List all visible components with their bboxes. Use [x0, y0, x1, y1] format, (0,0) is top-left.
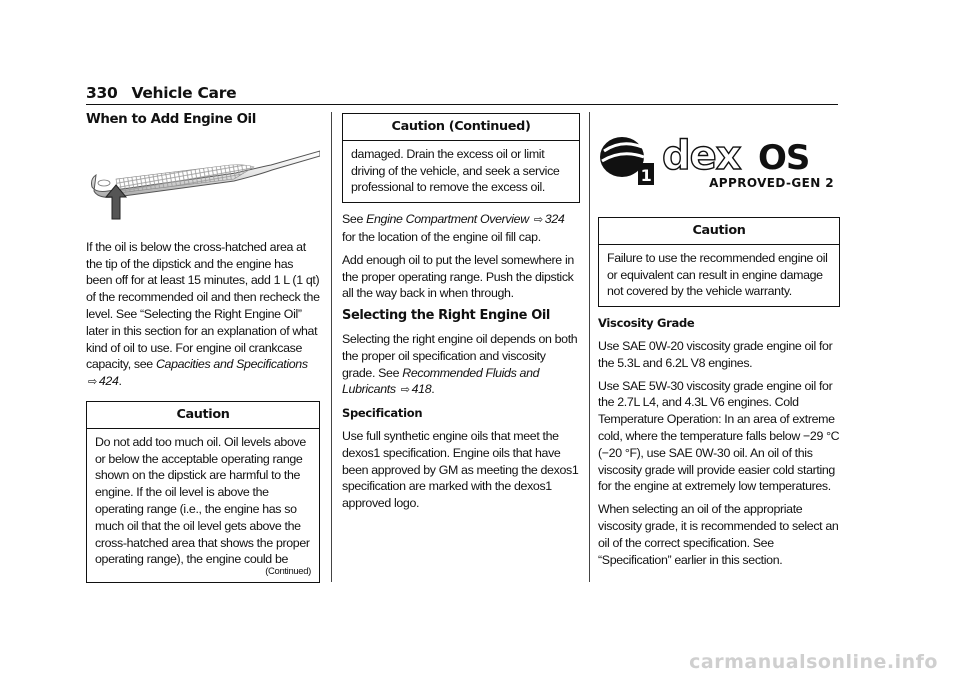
viscosity-selection-paragraph: When selecting an oil of the appropriate viscosity grade, it is recommended to select an oil of the correct specification. See “Specification” earlier in this section.	[598, 502, 839, 567]
ref-fluids-link[interactable]: Recommended Fluids and Lubricants	[342, 365, 540, 397]
caution-box	[86, 401, 320, 583]
ref-page-number[interactable]: 324	[544, 212, 565, 227]
add-oil-paragraph: Add enough oil to put the level somewhere in the proper operating range. Push the dipstick all the way back in when through.	[342, 252, 574, 301]
ref-capacities-link[interactable]: Capacities and Specifications	[155, 357, 308, 372]
column-left	[86, 112, 320, 589]
page-number: 330	[86, 84, 118, 102]
ref-page-number[interactable]: 418	[411, 382, 432, 397]
viscosity-5w30-paragraph: Use SAE 5W-30 viscosity grade engine oil for the 2.7L L4, and 4.3L V6 engines. Cold Temperature Operation: In an area of extreme cold, where the temperature falls below −29 °C (−20 °F), use SAE 0W-30 oil. An oil of this viscosity grade will provide easier cold starting for the engine at extremely low temperatures.	[598, 378, 840, 494]
page-header	[86, 84, 236, 104]
oil-level-paragraph: If the oil is below the cross-hatched area at the tip of the dipstick and the engine has been off for at least 15 minutes, add 1 L (1 qt) of the recommended oil and then recheck the level. See “Selecting the Right Engine Oil” later in this section for an explanation of what kind of oil to use. For engine oil crankcase capacity, see Capacities and Specifications ⇨ 424.	[86, 239, 320, 389]
watermark: carmanualsonline.info	[689, 651, 938, 673]
ref-page-number[interactable]: 424	[98, 374, 119, 389]
caution-box	[598, 217, 840, 307]
page-ref-arrow-icon: ⇨	[533, 214, 543, 227]
specification-heading: Specification	[342, 406, 423, 421]
caution-title: Caution	[87, 402, 319, 429]
continued-label: (Continued)	[265, 566, 311, 578]
column-divider	[589, 112, 590, 582]
header-rule	[86, 104, 838, 105]
dexos-wordmark: dex	[662, 133, 741, 179]
caution-title: Caution	[599, 218, 839, 245]
dexos-approved-tag: APPROVED-GEN 2	[709, 176, 834, 190]
dipstick-illustration	[86, 137, 320, 231]
column-middle	[342, 113, 580, 518]
caution-text: Failure to use the recommended engine oil or equivalent can result in engine damage not covered by the vehicle warranty.	[607, 250, 828, 299]
column-divider	[331, 112, 332, 582]
dexos-number: 1	[640, 166, 652, 185]
section-title: Vehicle Care	[131, 84, 237, 102]
caution-text: Do not add too much oil. Oil levels above or below the acceptable operating range shown on the dipstick are harmful to the engine. If the oil level is above the operating range (i.e., the engine has so much oil that the oil level gets above the cross-hatched area that shows the proper operating range), the engine could be	[95, 434, 310, 567]
dexos-logo	[598, 129, 838, 193]
caution-continued-box	[342, 113, 580, 203]
fill-cap-paragraph: See Engine Compartment Overview ⇨ 324 for the location of the engine oil fill cap.	[342, 212, 565, 244]
viscosity-v8-paragraph: Use SAE 0W-20 viscosity grade engine oil for the 5.3L and 6.2L V8 engines.	[598, 338, 833, 370]
specification-paragraph: Use full synthetic engine oils that meet the dexos1 specification. Engine oils that have been approved by GM as meeting the dexos1 specification are marked with the dexos1 approved logo.	[342, 428, 579, 511]
caution-text: damaged. Drain the excess oil or limit driving of the vehicle, and seek a service professional to remove the excess oil.	[351, 146, 560, 195]
caution-title: Caution (Continued)	[343, 114, 579, 141]
ref-engine-compartment-link[interactable]: Engine Compartment Overview	[366, 212, 529, 227]
section-heading: When to Add Engine Oil	[86, 112, 256, 127]
page-ref-arrow-icon: ⇨	[88, 376, 97, 389]
selecting-oil-paragraph: Selecting the right engine oil depends on both the proper oil specification and viscosity grade. See Recommended Fluids and Lubricants ⇨ 418.	[342, 331, 578, 397]
page-ref-arrow-icon: ⇨	[400, 384, 410, 397]
subsection-heading: Selecting the Right Engine Oil	[342, 308, 550, 324]
viscosity-heading: Viscosity Grade	[598, 316, 695, 331]
dexos-os-mark: OS	[758, 138, 810, 178]
column-right	[598, 113, 840, 574]
